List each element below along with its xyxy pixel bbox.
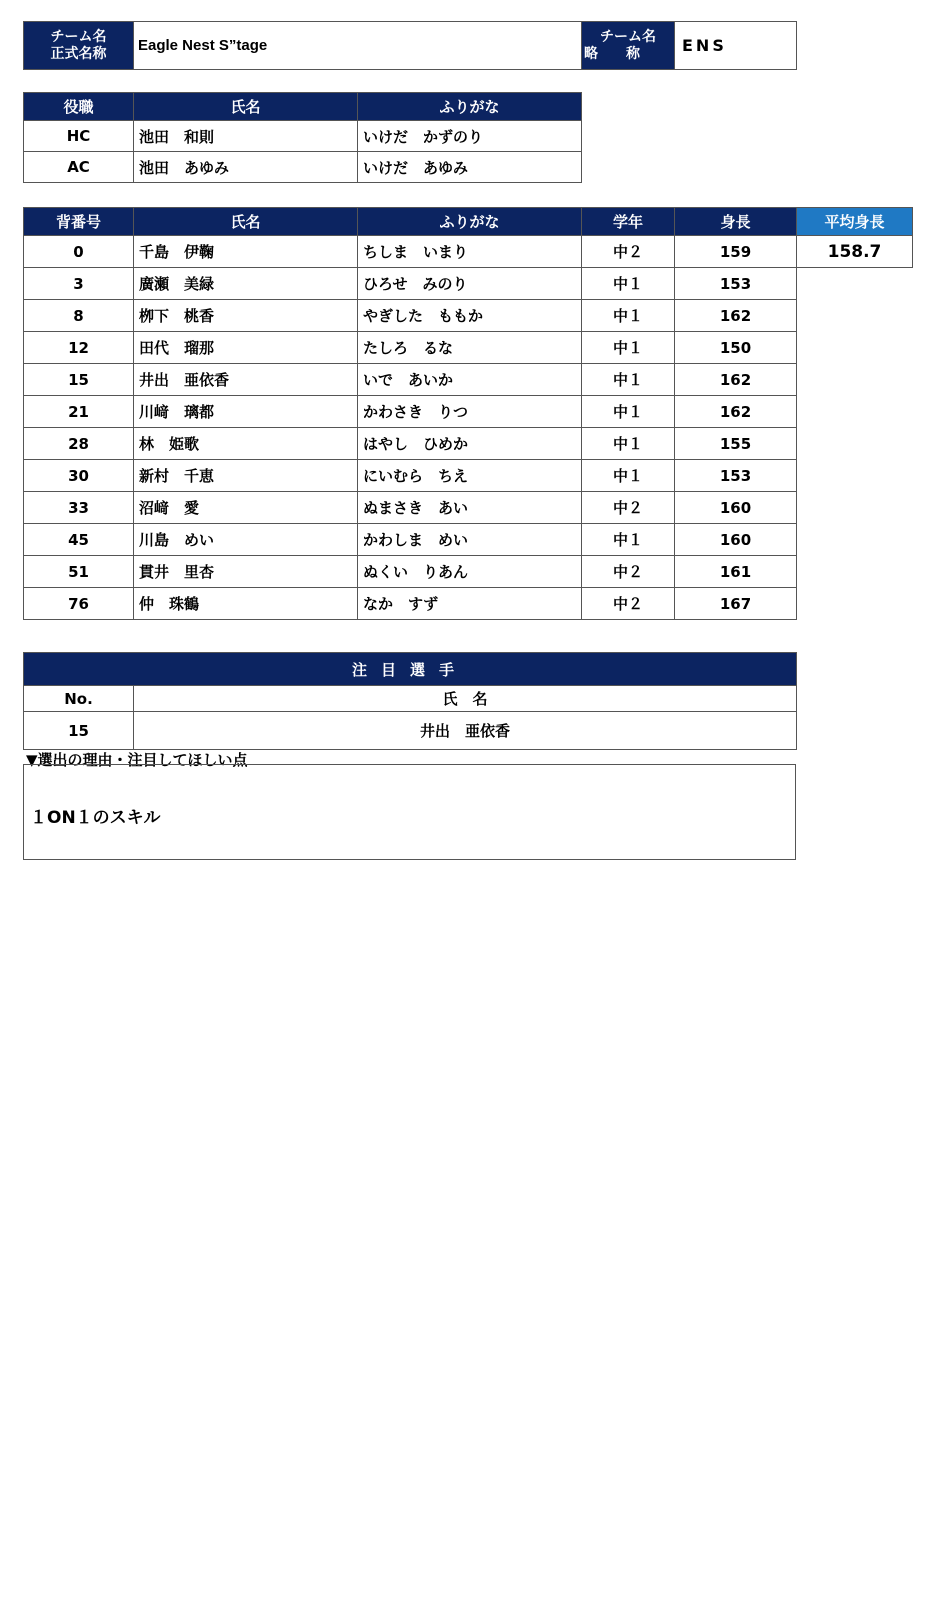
player-number: 28 xyxy=(24,428,134,460)
player-kana: なか すず xyxy=(358,588,582,620)
player-height: 155 xyxy=(675,428,797,460)
player-name: 新村 千恵 xyxy=(134,460,358,492)
team-abbr-label-line1: チーム名 xyxy=(600,28,656,45)
player-height: 153 xyxy=(675,460,797,492)
table-row xyxy=(24,364,913,396)
player-kana: にいむら ちえ xyxy=(358,460,582,492)
player-name: 川﨑 璃都 xyxy=(134,396,358,428)
player-number: 30 xyxy=(24,460,134,492)
player-name: 栁下 桃香 xyxy=(134,300,358,332)
player-grade: 中２ xyxy=(582,588,675,620)
staff-name: 池田 和則 xyxy=(134,121,358,152)
team-abbr-label-line2: 略 称 xyxy=(584,45,640,62)
player-grade: 中１ xyxy=(582,396,675,428)
player-number: 45 xyxy=(24,524,134,556)
player-kana: ちしま いまり xyxy=(358,236,582,268)
table-row xyxy=(24,300,913,332)
empty-cell xyxy=(797,332,913,364)
player-grade: 中２ xyxy=(582,492,675,524)
empty-cell xyxy=(797,300,913,332)
staff-role: HC xyxy=(24,121,134,152)
player-kana: やぎした ももか xyxy=(358,300,582,332)
featured-player-name: 井出 亜依香 xyxy=(134,712,797,750)
player-name: 沼﨑 愛 xyxy=(134,492,358,524)
player-grade: 中１ xyxy=(582,460,675,492)
players-header-grade: 学年 xyxy=(582,208,675,236)
player-name: 千島 伊鞠 xyxy=(134,236,358,268)
table-row xyxy=(24,268,913,300)
player-number: 3 xyxy=(24,268,134,300)
team-name-label-line2: 正式名称 xyxy=(50,45,107,62)
reason-text: １ON１のスキル xyxy=(30,808,161,828)
team-abbr: ENS xyxy=(675,22,797,70)
player-height: 162 xyxy=(675,364,797,396)
team-name-label-line1: チーム名 xyxy=(50,28,107,45)
staff-row xyxy=(24,152,582,183)
staff-role: AC xyxy=(24,152,134,183)
reason-label: ▼選出の理由・注目してほしい点 xyxy=(26,751,248,769)
player-number: 15 xyxy=(24,364,134,396)
team-info-table xyxy=(23,21,797,70)
empty-cell xyxy=(797,428,913,460)
player-grade: 中１ xyxy=(582,332,675,364)
featured-player-number: 15 xyxy=(24,712,134,750)
player-height: 162 xyxy=(675,396,797,428)
player-name: 貫井 里杏 xyxy=(134,556,358,588)
featured-player-table xyxy=(23,652,797,750)
player-grade: 中１ xyxy=(582,524,675,556)
player-number: 76 xyxy=(24,588,134,620)
table-row xyxy=(24,236,913,268)
featured-no-label: No. xyxy=(24,686,134,712)
empty-cell xyxy=(797,396,913,428)
players-header-name: 氏名 xyxy=(134,208,358,236)
team-official-name-label xyxy=(24,22,134,70)
player-height: 159 xyxy=(675,236,797,268)
table-row xyxy=(24,460,913,492)
staff-row xyxy=(24,121,582,152)
table-row xyxy=(24,428,913,460)
player-kana: たしろ るな xyxy=(358,332,582,364)
player-grade: 中１ xyxy=(582,428,675,460)
players-header-number: 背番号 xyxy=(24,208,134,236)
featured-player-title: 注目選手 xyxy=(24,653,797,686)
player-grade: 中２ xyxy=(582,556,675,588)
empty-cell xyxy=(797,556,913,588)
staff-kana: いけだ あゆみ xyxy=(358,152,582,183)
player-name: 林 姫歌 xyxy=(134,428,358,460)
empty-cell xyxy=(797,524,913,556)
player-height: 160 xyxy=(675,524,797,556)
player-grade: 中１ xyxy=(582,364,675,396)
player-number: 51 xyxy=(24,556,134,588)
staff-kana: いけだ かずのり xyxy=(358,121,582,152)
empty-cell xyxy=(797,268,913,300)
staff-name: 池田 あゆみ xyxy=(134,152,358,183)
player-number: 8 xyxy=(24,300,134,332)
player-kana: はやし ひめか xyxy=(358,428,582,460)
players-table xyxy=(23,207,913,620)
player-height: 167 xyxy=(675,588,797,620)
staff-header-name: 氏名 xyxy=(134,93,358,121)
staff-header-kana: ふりがな xyxy=(358,93,582,121)
reason-box xyxy=(23,764,796,860)
average-height-label: 平均身長 xyxy=(797,208,913,236)
players-header-height: 身長 xyxy=(675,208,797,236)
player-height: 150 xyxy=(675,332,797,364)
player-kana: ぬくい りあん xyxy=(358,556,582,588)
player-number: 33 xyxy=(24,492,134,524)
player-height: 153 xyxy=(675,268,797,300)
player-name: 井出 亜依香 xyxy=(134,364,358,396)
player-height: 161 xyxy=(675,556,797,588)
empty-cell xyxy=(797,492,913,524)
player-grade: 中２ xyxy=(582,236,675,268)
player-grade: 中１ xyxy=(582,268,675,300)
player-name: 田代 瑠那 xyxy=(134,332,358,364)
table-row xyxy=(24,524,913,556)
table-row xyxy=(24,396,913,428)
player-kana: いで あいか xyxy=(358,364,582,396)
player-height: 160 xyxy=(675,492,797,524)
table-row xyxy=(24,588,913,620)
player-grade: 中１ xyxy=(582,300,675,332)
player-kana: ひろせ みのり xyxy=(358,268,582,300)
featured-name-label: 氏 名 xyxy=(134,686,797,712)
empty-cell xyxy=(797,588,913,620)
player-kana: かわさき りつ xyxy=(358,396,582,428)
player-number: 0 xyxy=(24,236,134,268)
team-abbr-label xyxy=(582,22,675,70)
empty-cell xyxy=(797,364,913,396)
empty-cell xyxy=(797,460,913,492)
players-header-kana: ふりがな xyxy=(358,208,582,236)
player-kana: ぬまさき あい xyxy=(358,492,582,524)
player-kana: かわしま めい xyxy=(358,524,582,556)
player-number: 12 xyxy=(24,332,134,364)
table-row xyxy=(24,332,913,364)
table-row xyxy=(24,492,913,524)
player-height: 162 xyxy=(675,300,797,332)
staff-header-role: 役職 xyxy=(24,93,134,121)
player-name: 仲 珠鶴 xyxy=(134,588,358,620)
player-name: 川島 めい xyxy=(134,524,358,556)
player-number: 21 xyxy=(24,396,134,428)
table-row xyxy=(24,556,913,588)
staff-table xyxy=(23,92,582,183)
team-official-name: Eagle Nest S”tage xyxy=(134,22,582,70)
average-height-value: 158.7 xyxy=(797,236,913,268)
player-name: 廣瀬 美緑 xyxy=(134,268,358,300)
